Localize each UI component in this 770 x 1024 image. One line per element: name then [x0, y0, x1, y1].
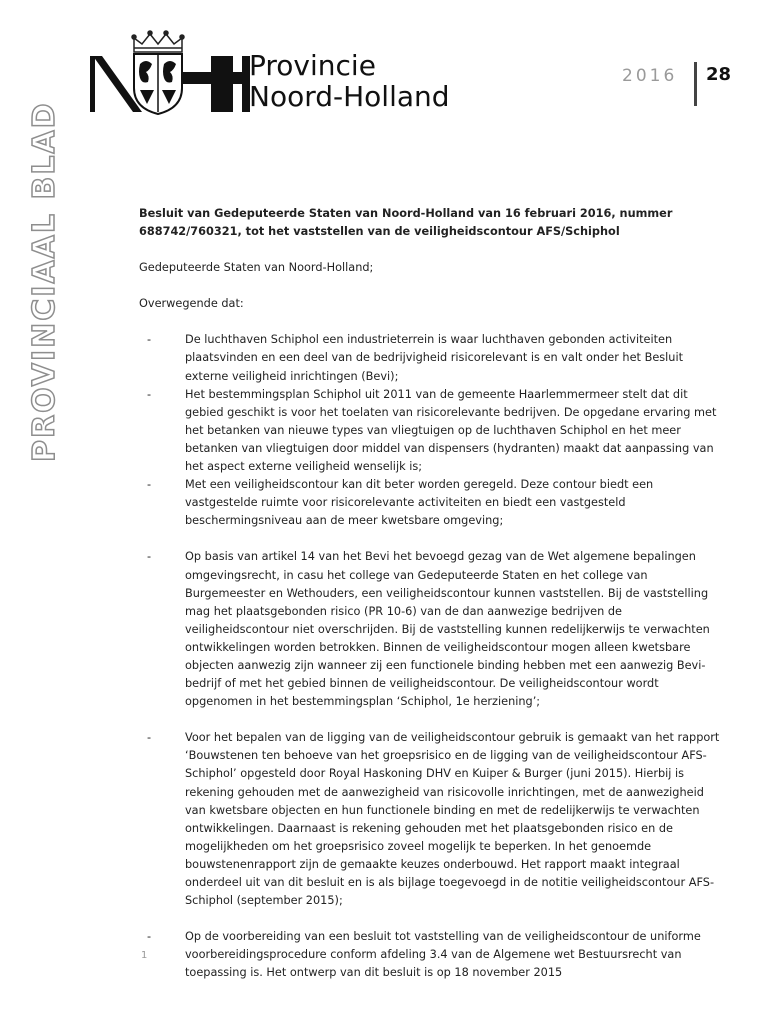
crown-icon — [132, 31, 184, 52]
organization-name — [249, 50, 450, 112]
list-item: - Voor het bepalen van de ligging van de veiligheidscontour gebruik is gemaakt van het rapport ‘Bouwstenen ten behoeve van het groepsrisico en de ligging van de veiligheidscontour AFS-Schiphol’ opgesteld door Royal Haskoning DHV en Kuiper & Burger (juni 2015). Hierbij is rekening gehouden met de aanwezigheid van risicovolle inrichtingen, met de aanwezigheid van kwetsbare objecten en hun functionele binding en met de redelijkerwijs te verwachten ontwikkelingen. Daarnaast is rekening gehouden met het plaatsgebonden risico en de mogelijkheden om het groepsrisico zoveel mogelijk te beperken. In het genoemde bouwstenenrapport zijn de gemaakte keuzes onderbouwd. Het rapport maakt integraal onderdeel uit van dit besluit en is als bijlage toegevoegd in de notitie veiligheidscontour AFS-Schiphol (september 2015); — [139, 729, 724, 910]
list-item: - Het bestemmingsplan Schiphol uit 2011 van de gemeente Haarlemmermeer stelt dat dit gebied geschikt is voor het toelaten van risicorelevante bedrijven. De opgedane ervaring met het betanken van nieuwe types van vliegtuigen op de luchthaven Schiphol en het meer betanken van vliegtuigen door middel van dispensers (hydranten) maakt dat aanpassing van het aspect externe veiligheid wenselijk is; — [139, 386, 724, 476]
consideration-list-1 — [139, 331, 724, 530]
consideration-list-2 — [139, 548, 724, 711]
list-item: - De luchthaven Schiphol een industrieterrein is waar luchthaven gebonden activiteiten plaatsvinden en een deel van de bedrijvigheid risicorelevant is en valt onder het Besluit externe veiligheid inrichtingen (Bevi); — [139, 331, 724, 385]
consideration-list-4 — [139, 928, 724, 982]
publication-year: 2016 — [622, 66, 678, 86]
provinciaal-blad-label: PROVINCIAAL BLAD — [27, 101, 62, 462]
list-item: - Op basis van artikel 14 van het Bevi het bevoegd gezag van de Wet algemene bepalingen omgevingsrecht, in casu het college van Gedeputeerde Staten en het college van Burgemeester en Wethouders, een veiligheidscontour kunnen vaststellen. Bij de vaststelling mag het plaatsgebonden risico (PR 10-6) van de dan aanwezige bedrijven de veiligheidscontour niet overschrijden. Bij de vaststelling kunnen redelijkerwijs te verwachten ontwikkelingen worden betrokken. Binnen de veiligheidscontour mogen alleen kwetsbare objecten aanwezig zijn wanneer zij een functionele binding hebben met een aanwezig Bevi-bedrijf of met het gebied binnen de veiligheidscontour. De veiligheidscontour wordt opgenomen in het bestemmingsplan ‘Schiphol, 1e herziening’; — [139, 548, 724, 711]
organization-name-line1: Provincie — [249, 49, 376, 82]
addressee: Gedeputeerde Staten van Noord-Holland; — [139, 261, 374, 275]
consideration-list-3 — [139, 729, 724, 910]
considering-heading: Overwegende dat: — [139, 297, 244, 311]
list-item: - Met een veiligheidscontour kan dit beter worden geregeld. Deze contour biedt een vastgestelde ruimte voor risicorelevante activiteiten en biedt een vastgesteld beschermingsniveau aan de meer kwetsbare omgeving; — [139, 476, 724, 530]
header-divider — [694, 62, 697, 106]
province-logo — [90, 30, 250, 116]
organization-name-line2: Noord-Holland — [249, 80, 450, 113]
document-title: Besluit van Gedeputeerde Staten van Noord-Holland van 16 februari 2016, nummer 688742/760321, tot het vaststellen van de veiligheidscontour AFS/Schiphol — [139, 207, 673, 239]
document-body — [139, 205, 724, 1000]
page-number: 1 — [141, 950, 148, 961]
shield-icon — [134, 54, 182, 114]
h-letter — [182, 56, 250, 112]
list-item: - Op de voorbereiding van een besluit tot vaststelling van de veiligheidscontour de uniforme voorbereidingsprocedure conform afdeling 3.4 van de Algemene wet Bestuursrecht van toepassing is. Het ontwerp van dit besluit is op 18 november 2015 — [139, 928, 724, 982]
issue-number: 28 — [706, 64, 732, 85]
